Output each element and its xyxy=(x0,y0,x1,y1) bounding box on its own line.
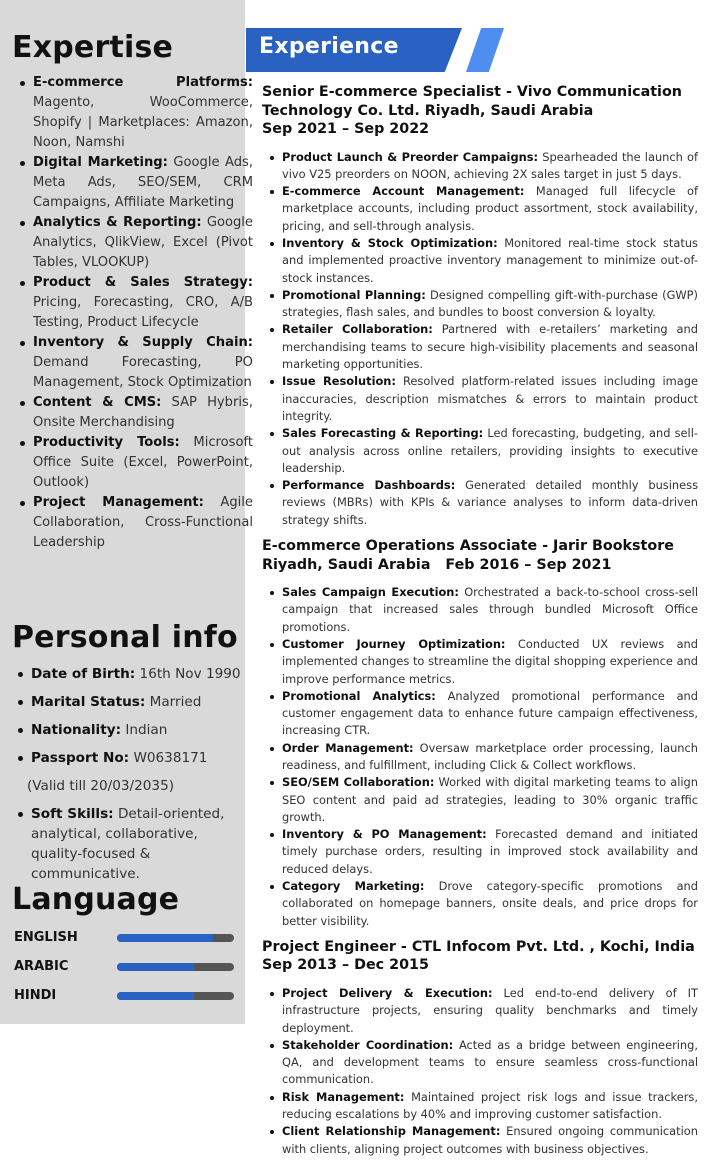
marital-status-item: Marital Status: Married xyxy=(31,692,253,712)
list-item: Inventory & PO Management: Forecasted demand and initiated timely purchase orders, resulting in improved stock availability and reduced delays. xyxy=(282,826,698,878)
job-entry xyxy=(262,83,698,529)
list-item: Issue Resolution: Resolved platform-related issues including image inaccuracies, description mismatches & errors to maintain product integrity. xyxy=(282,373,698,425)
job-entry xyxy=(262,938,698,1158)
list-item: Inventory & Supply Chain: Demand Forecasting, PO Management, Stock Optimization xyxy=(33,333,253,393)
job-dates: Sep 2021 – Sep 2022 xyxy=(262,121,430,137)
list-item: Client Relationship Management: Ensured ongoing communication with clients, aligning project outcomes with business objectives. xyxy=(282,1123,698,1158)
language-row-english xyxy=(14,928,234,948)
language-level-fill xyxy=(117,992,194,1000)
list-item: E-commerce Platforms: Magento, WooCommerce, Shopify | Marketplaces: Amazon, Noon, Namshi xyxy=(33,73,253,153)
personal-info-heading: Personal info xyxy=(12,620,238,655)
list-item: Project Delivery & Execution: Led end-to-end delivery of IT infrastructure projects, ensuring quality benchmarks and timely deployment. xyxy=(282,985,698,1037)
list-item: Retailer Collaboration: Partnered with e-retailers’ marketing and merchandising teams to secure high-visibility placements and seasonal marketing opportunities. xyxy=(282,321,698,373)
list-item: Customer Journey Optimization: Conducted UX reviews and implemented changes to streamline the digital shopping experience and improve performance metrics. xyxy=(282,636,698,688)
language-name: ENGLISH xyxy=(14,930,78,945)
list-item: SEO/SEM Collaboration: Worked with digital marketing teams to align SEO content and paid ad strategies, leading to 30% organic traffic growth. xyxy=(282,774,698,826)
list-item: Order Management: Oversaw marketplace order processing, launch readiness, and fulfillment, including Click & Collect workflows. xyxy=(282,740,698,775)
language-level-bar xyxy=(117,992,234,1000)
list-item: Stakeholder Coordination: Acted as a bridge between engineering, QA, and development teams to ensure seamless cross-functional communication. xyxy=(282,1037,698,1089)
expertise-list xyxy=(14,73,253,553)
list-item: Promotional Planning: Designed compelling gift-with-purchase (GWP) strategies, flash sales, and bundles to boost conversion & loyalty. xyxy=(282,287,698,322)
job-bullets xyxy=(262,985,698,1158)
list-item: Sales Forecasting & Reporting: Led forecasting, budgeting, and sell-out analysis across online retailers, providing insights to executive leadership. xyxy=(282,425,698,477)
job-entry xyxy=(262,537,698,930)
decorative-stripe xyxy=(466,28,504,72)
language-level-fill xyxy=(117,934,213,942)
list-item: Digital Marketing: Google Ads, Meta Ads, SEO/SEM, CRM Campaigns, Affiliate Marketing xyxy=(33,153,253,213)
language-level-bar xyxy=(117,934,234,942)
job-dates: Sep 2013 – Dec 2015 xyxy=(262,957,429,974)
list-item: Product Launch & Preorder Campaigns: Spearheaded the launch of vivo V25 preorders on NOON, achieving 2X sales target in just 5 days. xyxy=(282,149,698,184)
list-item: Productivity Tools: Microsoft Office Suite (Excel, PowerPoint, Outlook) xyxy=(33,433,253,493)
dob-item: Date of Birth: 16th Nov 1990 xyxy=(31,664,253,684)
nationality-item: Nationality: Indian xyxy=(31,720,253,740)
job-title: E-commerce Operations Associate - Jarir Bookstore Riyadh, Saudi Arabia Feb 2016 – Sep 2021 xyxy=(262,538,674,573)
language-name: HINDI xyxy=(14,988,57,1003)
experience-section xyxy=(262,83,698,1166)
language-row-arabic xyxy=(14,957,234,977)
soft-skills-item: Soft Skills: Detail-oriented, analytical, collaborative, quality-focused & communicative. xyxy=(31,804,253,884)
left-sidebar xyxy=(0,0,253,1024)
language-heading: Language xyxy=(12,882,180,917)
list-item: Project Management: Agile Collaboration, Cross-Functional Leadership xyxy=(33,493,253,553)
language-level-fill xyxy=(117,963,194,971)
job-dates: Riyadh, Saudi Arabia Feb 2016 – Sep 2021 xyxy=(262,556,612,573)
language-level-bar xyxy=(117,963,234,971)
list-item: Risk Management: Maintained project risk logs and issue trackers, reducing escalations by 40% and improving customer satisfaction. xyxy=(282,1089,698,1124)
job-bullets xyxy=(262,149,698,530)
job-title: Senior E-commerce Specialist - Vivo Communication Technology Co. Ltd. Riyadh, Saudi Arabia Sep 2021 – Sep 2022 xyxy=(262,84,682,137)
language-name: ARABIC xyxy=(14,959,69,974)
list-item: E-commerce Account Management: Managed full lifecycle of marketplace accounts, including product assortment, stock availability, pricing, and sell-through analysis. xyxy=(282,183,698,235)
language-row-hindi xyxy=(14,986,234,1006)
list-item: Sales Campaign Execution: Orchestrated a back-to-school cross-sell campaign that increased sales through bundled Microsoft Office promotions. xyxy=(282,584,698,636)
list-item: Promotional Analytics: Analyzed promotional performance and customer engagement data to enhance future campaign effectiveness, increasing CTR. xyxy=(282,688,698,740)
list-item: Performance Dashboards: Generated detailed monthly business reviews (MBRs) with KPIs & variance analyses to inform data-driven strategy shifts. xyxy=(282,477,698,529)
expertise-heading: Expertise xyxy=(12,30,174,65)
list-item: Analytics & Reporting: Google Analytics, QlikView, Excel (Pivot Tables, VLOOKUP) xyxy=(33,213,253,273)
passport-validity: (Valid till 20/03/2035) xyxy=(27,778,175,794)
list-item: Content & CMS: SAP Hybris, Onsite Merchandising xyxy=(33,393,253,433)
job-title: Project Engineer - CTL Infocom Pvt. Ltd. , Kochi, India Sep 2013 – Dec 2015 xyxy=(262,938,695,974)
list-item: Category Marketing: Drove category-specific promotions and collaborated on homepage banners, onsite deals, and price drops for better visibility. xyxy=(282,878,698,930)
list-item: Inventory & Stock Optimization: Monitored real-time stock status and implemented proactive inventory management to minimize out-of-stock instances. xyxy=(282,235,698,287)
list-item: Product & Sales Strategy: Pricing, Forecasting, CRO, A/B Testing, Product Lifecycle xyxy=(33,273,253,333)
job-bullets xyxy=(262,584,698,930)
experience-heading: Experience xyxy=(259,34,399,59)
passport-item: Passport No: W0638171 xyxy=(31,748,253,768)
personal-info-list xyxy=(12,664,253,892)
